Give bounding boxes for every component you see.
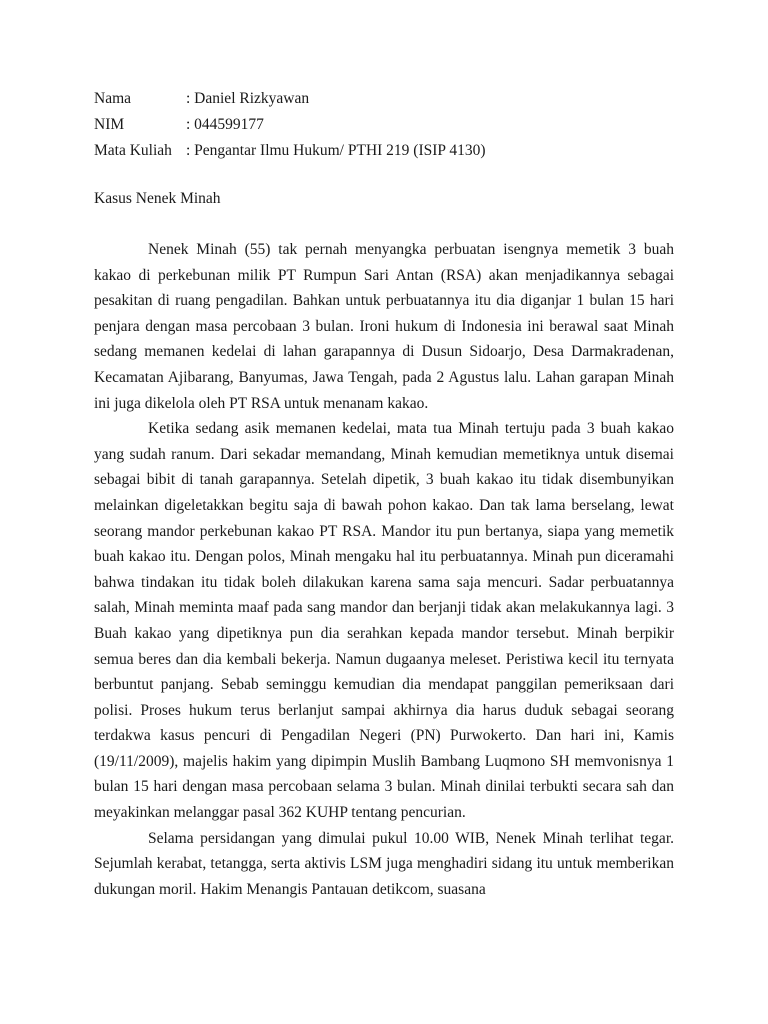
info-row-mata-kuliah [94,138,694,164]
info-value: : 044599177 [186,116,264,133]
paragraph: Ketika sedang asik memanen kedelai, mata tua Minah tertuju pada 3 buah kakao yang sudah ranum. Dari sekadar memandang, Minah kemudian memetiknya untuk disemai sebagai bibit di tanah garapannya. Setelah dipetik, 3 buah kakao itu tidak disembunyikan melainkan digeletakkan begitu saja di bawah pohon kakao. Dan tak lama berselang, lewat seorang mandor perkebunan kakao PT RSA. Mandor itu pun bertanya, siapa yang memetik buah kakao itu. Dengan polos, Minah mengaku hal itu perbuatannya. Minah pun diceramahi bahwa tindakan itu tidak boleh dilakukan karena sama saja mencuri. Sadar perbuatannya salah, Minah meminta maaf pada sang mandor dan berjanji tidak akan melakukannya lagi. 3 Buah kakao yang dipetiknya pun dia serahkan kepada mandor tersebut. Minah berpikir semua beres dan dia kembali bekerja. Namun dugaanya meleset. Peristiwa kecil itu ternyata berbuntut panjang. Sebab seminggu kemudian dia mendapat panggilan pemeriksaan dari polisi. Proses hukum terus berlanjut sampai akhirnya dia harus duduk sebagai seorang terdakwa kasus pencuri di Pengadilan Negeri (PN) Purwokerto. Dan hari ini, Kamis (19/11/2009), majelis hakim yang dipimpin Muslih Bambang Luqmono SH memvonisnya 1 bulan 15 hari dengan masa percobaan selama 3 bulan. Minah dinilai terbukti secara sah dan meyakinkan melanggar pasal 362 KUHP tentang pencurian. [94,420,674,822]
paragraph: Selama persidangan yang dimulai pukul 10.00 WIB, Nenek Minah terlihat tegar. Sejumlah kerabat, tetangga, serta aktivis LSM juga menghadiri sidang itu untuk memberikan dukungan moril. Hakim Menangis Pantauan detikcom, suasana [94,829,674,898]
info-label: Mata Kuliah [94,142,172,159]
info-row-nama [94,86,694,112]
student-info-block [94,86,694,164]
info-value: : Daniel Rizkyawan [186,90,310,107]
document-title: Kasus Nenek Minah [94,190,221,207]
info-label: NIM [94,116,125,133]
document-body [94,237,674,902]
info-value: : Pengantar Ilmu Hukum/ PTHI 219 (ISIP 4130) [186,142,486,159]
info-label: Nama [94,90,132,107]
info-row-nim [94,112,694,138]
paragraph: Nenek Minah (55) tak pernah menyangka perbuatan isengnya memetik 3 buah kakao di perkebunan milik PT Rumpun Sari Antan (RSA) akan menjadikannya sebagai pesakitan di ruang pengadilan. Bahkan untuk perbuatannya itu dia diganjar 1 bulan 15 hari penjara dengan masa percobaan 3 bulan. Ironi hukum di Indonesia ini berawal saat Minah sedang memanen kedelai di lahan garapannya di Dusun Sidoarjo, Desa Darmakradenan, Kecamatan Ajibarang, Banyumas, Jawa Tengah, pada 2 Agustus lalu. Lahan garapan Minah ini juga dikelola oleh PT RSA untuk menanam kakao. [94,241,674,412]
